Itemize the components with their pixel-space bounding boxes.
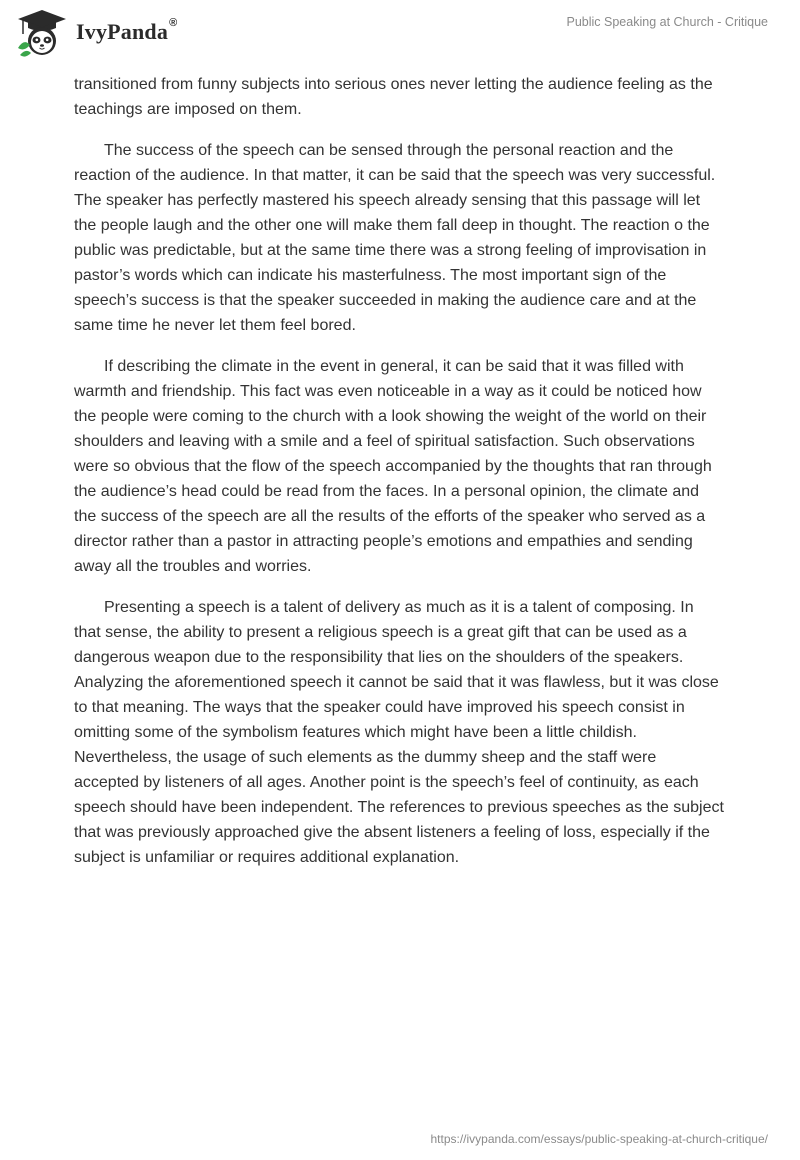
source-url[interactable]: https://ivypanda.com/essays/public-speaking-at-church-critique/: [430, 1132, 768, 1146]
page-header: [0, 0, 800, 70]
paragraph-4: Presenting a speech is a talent of delivery as much as it is a talent of composing. In that sense, the ability to present a religious speech is a great gift that can be used as a dangerous weapon due to the responsibility that lies on the shoulders of the speakers. Analyzing the aforementioned speech it cannot be said that it was flawless, but it was close to that meaning. The ways that the speaker could have improved his speech consist in omitting some of the symbolism features which might have been a little childish. Nevertheless, the usage of such elements as the dummy sheep and the staff were accepted by listeners of all ages. Another point is the speech’s feel of continuity, as each speech should have been independent. The references to previous speeches as the subject that was previously approached give the absent listeners a feeling of loss, especially if the subject is unfamiliar or requires additional explanation.: [74, 599, 724, 866]
paragraph-2: The success of the speech can be sensed through the personal reaction and the reaction of the audience. In that matter, it can be said that the speech was very successful. The speaker has perfectly mastered his speech already sensing that this passage will let the people laugh and the other one will make them fall deep in thought. The reaction o the public was predictable, but at the same time there was a strong feeling of improvisation in pastor’s words which can indicate his masterfulness. The most important sign of the speech’s success is that the speaker succeeded in making the audience care and at the same time he never let them feel bored.: [74, 142, 716, 334]
essay-body: [74, 72, 724, 886]
paragraph-1: transitioned from funny subjects into serious ones never letting the audience feeling as the teachings are imposed on them.: [74, 76, 713, 118]
paragraph-3: If describing the climate in the event in general, it can be said that it was filled with warmth and friendship. This fact was even noticeable in a way as it could be noticed how the people were coming to the church with a look showing the weight of the world on their shoulders and leaving with a smile and a feel of spiritual satisfaction. Such observations were so obvious that the flow of the speech accompanied by the thoughts that ran through the audience’s head could be read from the faces. In a personal opinion, the climate and the success of the speech are all the results of the efforts of the speaker who served as a director rather than a pastor in attracting people’s emotions and empathies and sending away all the troubles and worries.: [74, 358, 712, 575]
panda-graduation-cap-logo-icon: [14, 8, 70, 58]
registered-mark: ®: [169, 17, 178, 29]
brand-logo[interactable]: [14, 8, 177, 58]
brand-name: IvyPanda®: [76, 17, 178, 44]
document-title: Public Speaking at Church - Critique: [566, 15, 768, 29]
